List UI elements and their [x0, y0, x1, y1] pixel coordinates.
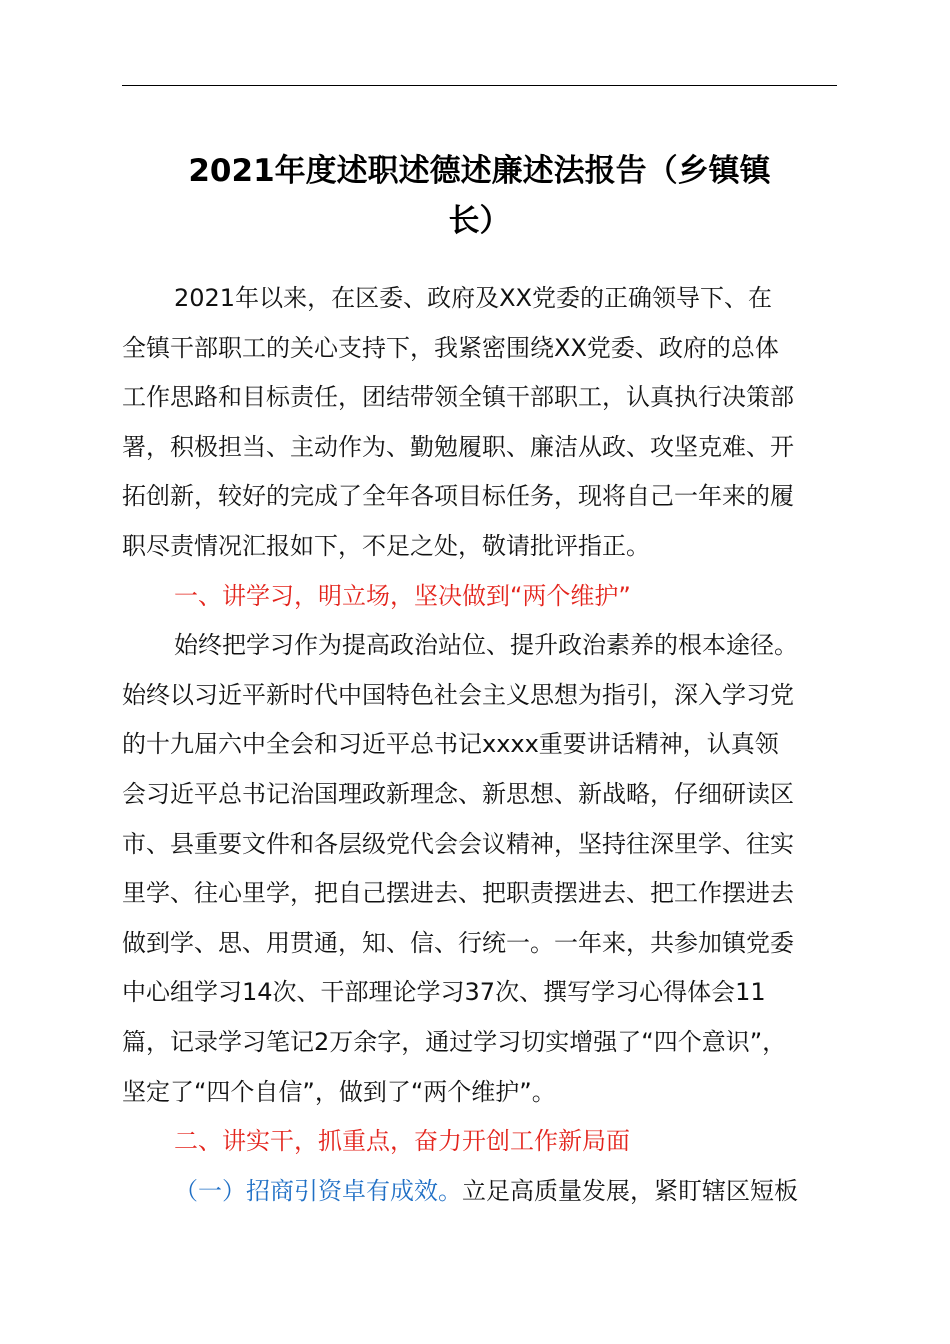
section1-line: 做到学、思、用贯通，知、信、行统一。一年来，共参加镇党委	[122, 928, 794, 957]
intro-line: 署，积极担当、主动作为、勤勉履职、廉洁从政、攻坚克难、开	[122, 432, 794, 461]
section1-line: 的十九届六中全会和习近平总书记xxxx重要讲话精神，认真领	[122, 730, 779, 759]
section1-line: 坚定了“四个自信”，做到了“两个维护”。	[122, 1077, 556, 1106]
header-rule	[122, 85, 837, 86]
section1-line: 篇，记录学习笔记2万余字，通过学习切实增强了“四个意识”，	[122, 1027, 787, 1056]
document-title	[122, 148, 837, 247]
section1-line: 市、县重要文件和各层级党代会会议精神，坚持往深里学、往实	[122, 829, 794, 858]
section1-line: 中心组学习14次、干部理论学习37次、撰写学习心得体会11	[122, 978, 766, 1007]
title-line: 长）	[448, 202, 511, 239]
title-line: 2021年度述职述德述廉述法报告（乡镇镇	[188, 153, 771, 189]
section-heading-1: 一、讲学习，明立场，坚决做到“两个维护”	[174, 581, 631, 610]
subsection-line	[122, 1167, 840, 1217]
section1-line: 会习近平总书记治国理政新理念、新思想、新战略，仔细研读区	[122, 779, 794, 808]
intro-line: 拓创新，较好的完成了全年各项目标任务，现将自己一年来的履	[122, 482, 794, 511]
intro-line: 职尽责情况汇报如下，不足之处，敬请批评指正。	[122, 531, 650, 560]
document-body	[122, 274, 840, 1216]
intro-line: 工作思路和目标责任，团结带领全镇干部职工，认真执行决策部	[122, 383, 794, 412]
subsection-heading-1: （一）招商引资卓有成效。	[174, 1176, 462, 1205]
section1-line: 始终以习近平新时代中国特色社会主义思想为指引，深入学习党	[122, 680, 794, 709]
intro-line: 2021年以来，在区委、政府及XX党委的正确领导下、在	[174, 284, 772, 312]
section-heading-2: 二、讲实干，抓重点，奋力开创工作新局面	[174, 1127, 630, 1156]
section1-line: 始终把学习作为提高政治站位、提升政治素养的根本途径。	[174, 631, 798, 660]
subsection-text: 立足高质量发展，紧盯辖区短板	[462, 1176, 798, 1205]
section1-line: 里学、往心里学，把自己摆进去、把职责摆进去、把工作摆进去	[122, 879, 794, 908]
intro-line: 全镇干部职工的关心支持下，我紧密围绕XX党委、政府的总体	[122, 333, 779, 362]
